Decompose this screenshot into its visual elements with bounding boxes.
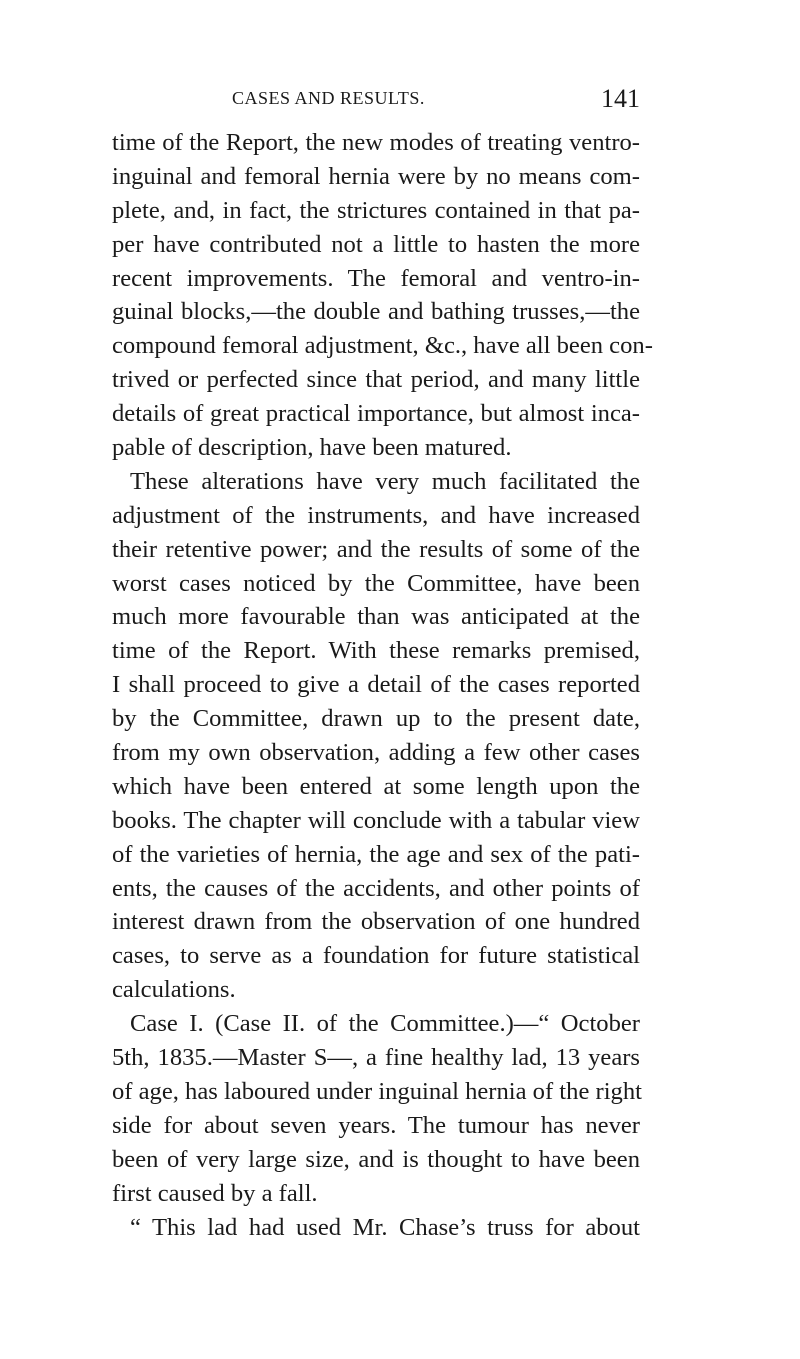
text-line: been of very large size, and is thought to have been <box>112 1145 640 1173</box>
text-line: inguinal and femoral hernia were by no means com- <box>112 162 640 190</box>
text-line: of the varieties of hernia, the age and sex of the pati- <box>112 840 640 868</box>
text-line: side for about seven years. The tumour has never <box>112 1111 640 1139</box>
text-line: guinal blocks,—the double and bathing trusses,—the <box>112 298 640 326</box>
running-header <box>112 84 640 114</box>
text-line: much more favourable than was anticipated at the <box>112 603 640 631</box>
text-line: “ This lad had used Mr. Chase’s truss for about <box>130 1213 640 1241</box>
text-line: I shall proceed to give a detail of the cases reported <box>112 671 640 699</box>
text-line: ents, the causes of the accidents, and other points of <box>112 874 640 902</box>
page-number: 141 <box>601 84 640 113</box>
text-line: cases, to serve as a foundation for future statistical <box>112 942 640 970</box>
running-title: CASES AND RESULTS. <box>232 88 425 108</box>
text-line: interest drawn from the observation of one hundred <box>112 908 640 936</box>
text-line: trived or perfected since that period, and many little <box>112 366 640 394</box>
text-line: Case I. (Case II. of the Committee.)—“ October <box>130 1010 640 1038</box>
text-line: adjustment of the instruments, and have increased <box>112 501 640 529</box>
text-line: 5th, 1835.—Master S—, a fine healthy lad, 13 years <box>112 1044 640 1072</box>
text-line: details of great practical importance, but almost inca- <box>112 400 640 428</box>
text-line: books. The chapter will conclude with a tabular view <box>112 806 640 834</box>
text-line: per have contributed not a little to hasten the more <box>112 230 640 258</box>
text-line: pable of description, have been matured. <box>112 434 512 462</box>
text-line: which have been entered at some length upon the <box>112 772 640 800</box>
text-line: plete, and, in fact, the strictures contained in that pa- <box>112 196 640 224</box>
text-line: calculations. <box>112 976 236 1004</box>
text-line: of age, has laboured under inguinal hernia of the right <box>112 1077 642 1105</box>
text-line: worst cases noticed by the Committee, have been <box>112 569 640 597</box>
text-line: These alterations have very much facilitated the <box>130 467 640 495</box>
text-line: from my own observation, adding a few other cases <box>112 739 640 767</box>
text-line: time of the Report, the new modes of treating ventro- <box>112 129 640 156</box>
text-line: first caused by a fall. <box>112 1179 318 1207</box>
text-line: by the Committee, drawn up to the present date, <box>112 705 640 733</box>
body-text <box>112 126 653 1244</box>
text-line: their retentive power; and the results of some of the <box>112 535 640 563</box>
text-line: time of the Report. With these remarks premised, <box>112 637 640 665</box>
text-line: compound femoral adjustment, &c., have all been con- <box>112 332 653 360</box>
text-line: recent improvements. The femoral and ventro-in- <box>112 264 640 292</box>
